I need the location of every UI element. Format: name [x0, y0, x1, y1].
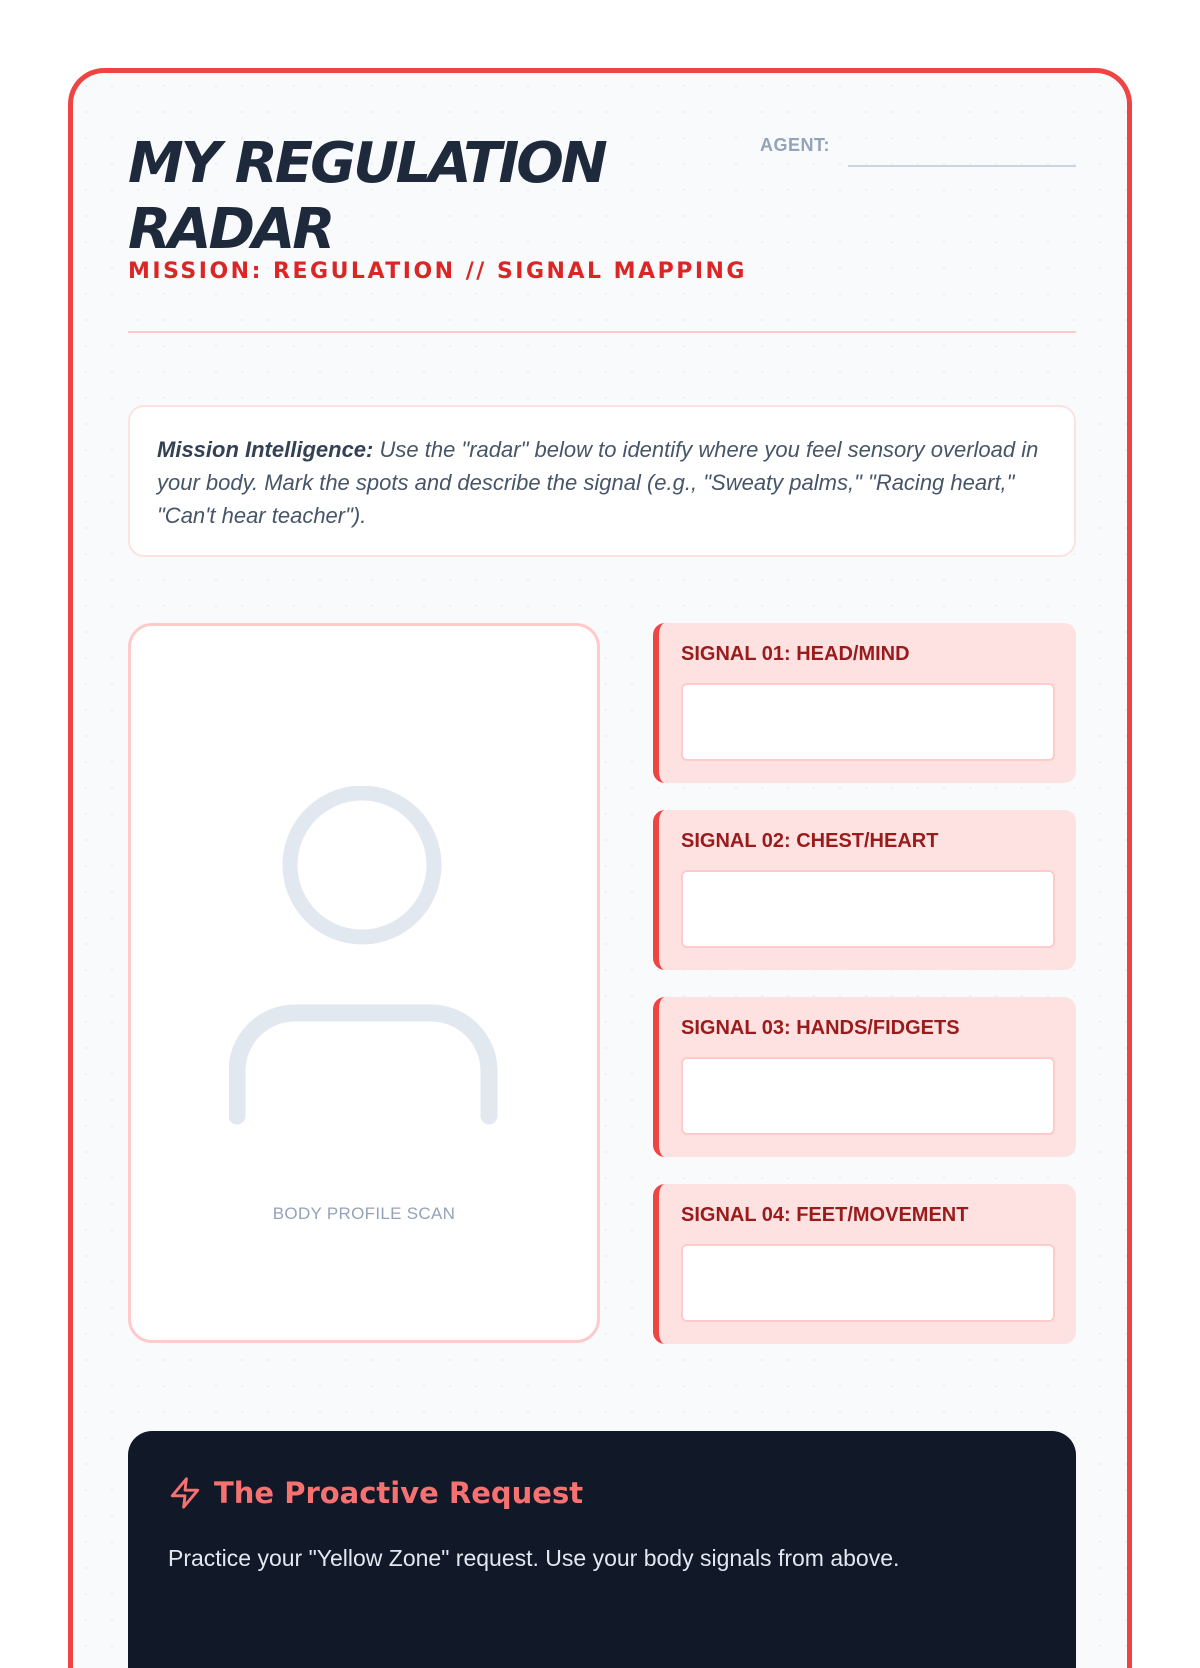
signal-card-hands: [653, 997, 1076, 1157]
signal-hands-input[interactable]: [681, 1057, 1055, 1135]
worksheet-sheet: [68, 68, 1132, 1668]
signal-label: SIGNAL 01: HEAD/MIND: [681, 643, 910, 665]
signal-head-input[interactable]: [681, 683, 1055, 761]
mission-intelligence-box: [128, 405, 1076, 557]
mission-intelligence-label: Mission Intelligence:: [157, 437, 374, 462]
signal-feet-input[interactable]: [681, 1244, 1055, 1322]
lightning-bolt-icon: [168, 1475, 202, 1516]
mission-intelligence-text: Use the "radar" below to identify where you feel sensory overload in your body. Mark the spots and describe the signal (e.g., "Sweaty palms," "Racing heart," "Can't hear teacher").: [157, 437, 1039, 528]
mission-subtitle: MISSION: REGULATION // SIGNAL MAPPING: [128, 259, 747, 284]
signal-chest-input[interactable]: [681, 870, 1055, 948]
proactive-request-panel: [128, 1431, 1076, 1668]
signal-label: SIGNAL 03: HANDS/FIDGETS: [681, 1017, 960, 1039]
agent-label: AGENT:: [760, 135, 830, 155]
signal-label: SIGNAL 02: CHEST/HEART: [681, 830, 939, 852]
proactive-request-text: Practice your "Yellow Zone" request. Use your body signals from above.: [168, 1545, 900, 1571]
user-silhouette-icon: [229, 786, 499, 1131]
page-title: MY REGULATION RADAR: [128, 131, 605, 262]
worksheet-header: [128, 131, 1076, 333]
signal-card-chest: [653, 810, 1076, 970]
signal-card-feet: [653, 1184, 1076, 1344]
signal-card-head: [653, 623, 1076, 783]
signal-list: [653, 623, 1076, 1371]
signal-label: SIGNAL 04: FEET/MOVEMENT: [681, 1204, 969, 1226]
agent-field-group: [760, 131, 1076, 171]
proactive-request-title: The Proactive Request: [214, 1476, 584, 1510]
agent-name-input[interactable]: [848, 165, 1076, 167]
body-profile-scan-card[interactable]: [128, 623, 600, 1343]
body-profile-caption: BODY PROFILE SCAN: [272, 1204, 456, 1223]
